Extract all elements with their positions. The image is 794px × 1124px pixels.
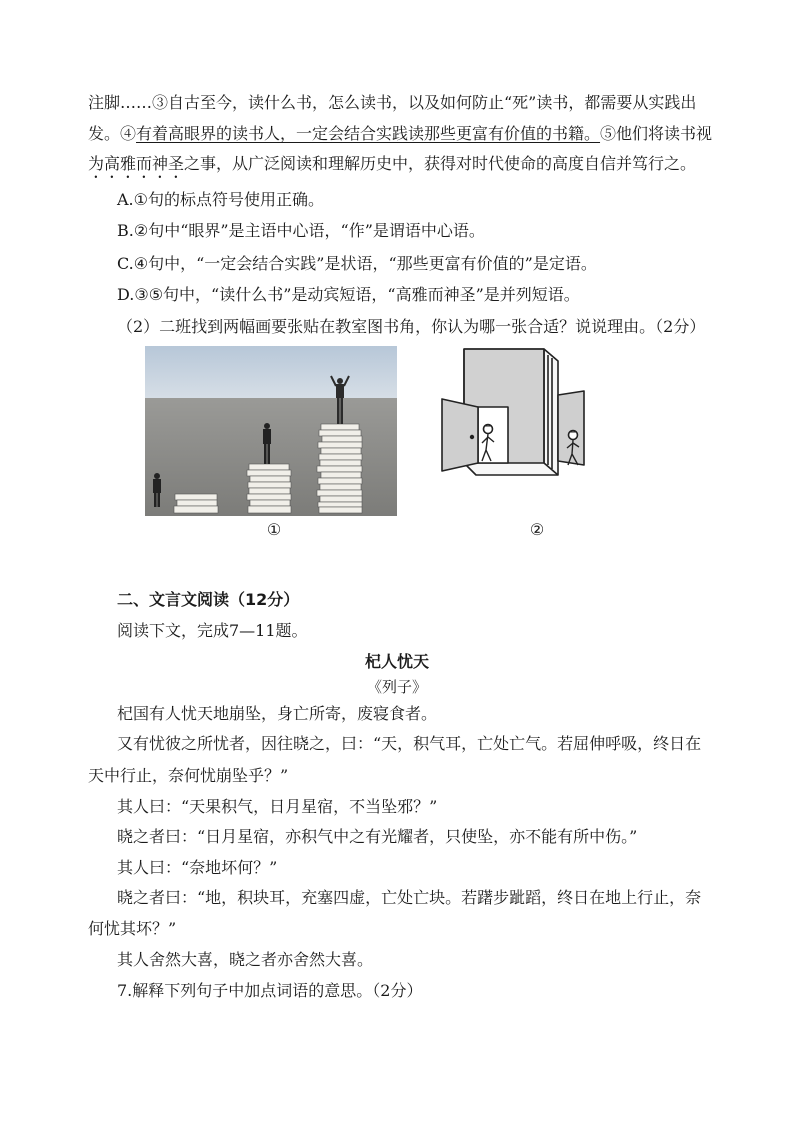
passage-line-2 [88,123,712,145]
passage-line-1: 注脚……③自古至今，读什么书，怎么读书，以及如何防止“死”读书，都需要从实践出 [88,93,697,112]
picture-1-book-stacks [145,346,397,516]
classical-para-6-line-2: 何忧其坏？” [88,919,177,938]
option-a: A.①句的标点符号使用正确。 [117,190,324,209]
classical-para-6-line-1: 晓之者曰：“地，积块耳，充塞四虚，亡处亡块。若躇步跐蹈，终日在地上行止，奈 [117,888,702,907]
classical-para-3: 其人曰：“天果积气，日月星宿，不当坠邪？” [117,797,438,816]
passage-line-2-start: 发。④ [88,124,137,143]
classical-para-5: 其人曰：“奈地坏何？” [117,858,278,877]
dotted-phrase: 为高雅而神圣 [88,154,185,173]
classical-para-1: 杞国有人忧天地崩坠，身亡所寄，废寝食者。 [117,704,438,723]
subquestion-2: （2）二班找到两幅画要张贴在教室图书角，你认为哪一张合适？说说理由。（2分） [117,317,706,336]
passage-source: 《列子》 [366,678,427,696]
passage-line-3-rest: 之事，从广泛阅读和理解历史中，获得对时代使命的高度自信并笃行之。 [184,154,697,173]
picture-1-caption: ① [266,520,282,539]
section-heading: 二、文言文阅读（12分） [117,590,300,609]
passage-line-3 [88,153,696,182]
classical-para-7: 其人舍然大喜，晓之者亦舍然大喜。 [117,950,374,969]
question-7: 7.解释下列句子中加点词语的意思。（2分） [117,981,423,1000]
classical-para-4: 晓之者曰：“日月星宿，亦积气中之有光耀者，只使坠，亦不能有所中伤。” [117,827,638,846]
passage-line-2-end: ⑤他们将读书视 [600,124,713,143]
option-b: B.②句中“眼界”是主语中心语，“作”是谓语中心语。 [117,221,485,240]
passage-title: 杞人忧天 [364,652,429,671]
reading-instruction: 阅读下文，完成7—11题。 [117,621,308,640]
classical-para-2-line-2: 天中行止，奈何忧崩坠乎？” [88,766,289,785]
picture-2-caption: ② [529,520,545,539]
option-d: D.③⑤句中，“读什么书”是动宾短语，“高雅而神圣”是并列短语。 [117,285,580,304]
picture-2-book-door [436,347,592,477]
option-c: C.④句中，“一定会结合实践”是状语，“那些更富有价值的”是定语。 [117,254,597,273]
underlined-sentence: 有着高眼界的读书人，一定会结合实践读那些更富有价值的书籍。 [136,124,601,143]
classical-para-2-line-1: 又有忧彼之所忧者，因往晓之，曰：“天，积气耳，亡处亡气。若屈伸呼吸，终日在 [117,734,702,753]
